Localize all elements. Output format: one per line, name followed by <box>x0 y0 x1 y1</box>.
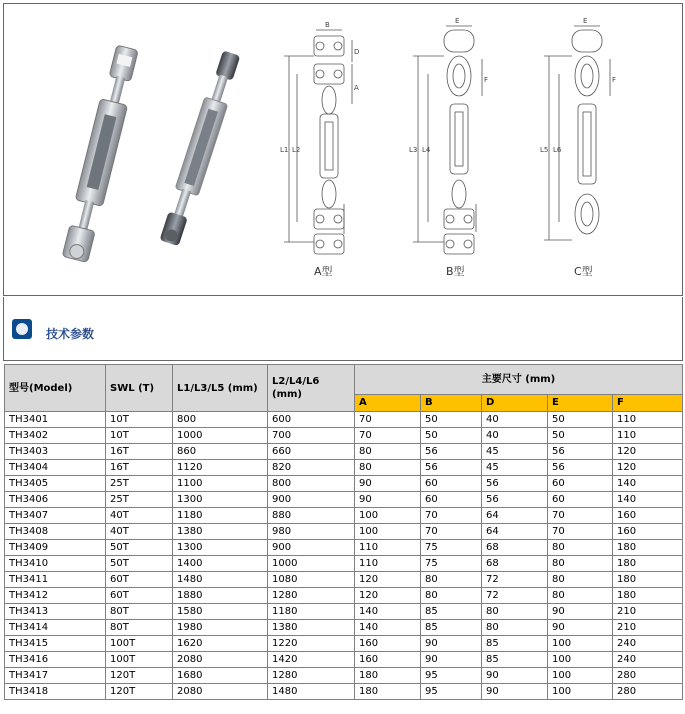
header-a: A <box>355 395 421 412</box>
cell-b: 70 <box>421 524 482 540</box>
dim-l2-label: L2 <box>292 146 301 154</box>
cell-b: 80 <box>421 588 482 604</box>
dim-l1-label: L1 <box>280 146 289 154</box>
product-illustrations <box>4 4 682 295</box>
cell-a: 140 <box>355 604 421 620</box>
cell-b: 56 <box>421 460 482 476</box>
cell-model: TH3416 <box>5 652 106 668</box>
table-row <box>5 460 683 476</box>
cell-f: 180 <box>613 588 683 604</box>
cell-a: 80 <box>355 460 421 476</box>
cell-e: 100 <box>548 668 613 684</box>
cell-e: 90 <box>548 604 613 620</box>
cell-swl: 120T <box>106 684 173 700</box>
cell-model: TH3417 <box>5 668 106 684</box>
cell-l2: 1220 <box>268 636 355 652</box>
table-row <box>5 604 683 620</box>
cell-b: 95 <box>421 684 482 700</box>
table-row <box>5 620 683 636</box>
cell-l1: 1380 <box>173 524 268 540</box>
cell-l2: 980 <box>268 524 355 540</box>
cell-model: TH3413 <box>5 604 106 620</box>
cell-swl: 100T <box>106 652 173 668</box>
cell-model: TH3418 <box>5 684 106 700</box>
dim-l5-label: L5 <box>540 146 549 154</box>
cell-l1: 1480 <box>173 572 268 588</box>
cell-l1: 1300 <box>173 540 268 556</box>
table-row <box>5 444 683 460</box>
cell-a: 70 <box>355 412 421 428</box>
dim-b-label: B <box>325 21 330 29</box>
cell-model: TH3408 <box>5 524 106 540</box>
dim-l6-label: L6 <box>553 146 562 154</box>
cell-swl: 40T <box>106 508 173 524</box>
turnbuckle-photo-1 <box>61 44 141 262</box>
header-l1: L1/L3/L5 (mm) <box>173 365 268 412</box>
cell-f: 180 <box>613 556 683 572</box>
cell-d: 68 <box>482 556 548 572</box>
cell-l2: 900 <box>268 540 355 556</box>
table-row <box>5 684 683 700</box>
table-row <box>5 540 683 556</box>
cell-d: 80 <box>482 620 548 636</box>
cell-model: TH3410 <box>5 556 106 572</box>
cell-e: 80 <box>548 572 613 588</box>
dim-f-label-c: F <box>612 76 617 84</box>
cell-l1: 1100 <box>173 476 268 492</box>
cell-l2: 1000 <box>268 556 355 572</box>
cell-model: TH3412 <box>5 588 106 604</box>
cell-b: 90 <box>421 636 482 652</box>
section-title: 技术参数 <box>46 327 95 341</box>
cell-l2: 800 <box>268 476 355 492</box>
cell-l2: 1420 <box>268 652 355 668</box>
cell-f: 140 <box>613 476 683 492</box>
cell-f: 280 <box>613 684 683 700</box>
cell-e: 70 <box>548 508 613 524</box>
type-c-label: C型 <box>574 265 593 278</box>
cell-swl: 40T <box>106 524 173 540</box>
cell-f: 140 <box>613 492 683 508</box>
cell-d: 72 <box>482 572 548 588</box>
cell-model: TH3415 <box>5 636 106 652</box>
cell-a: 160 <box>355 652 421 668</box>
cell-e: 56 <box>548 460 613 476</box>
cell-b: 85 <box>421 604 482 620</box>
cell-a: 70 <box>355 428 421 444</box>
cell-swl: 50T <box>106 556 173 572</box>
cell-b: 70 <box>421 508 482 524</box>
table-row <box>5 508 683 524</box>
cell-b: 80 <box>421 572 482 588</box>
cell-l1: 1120 <box>173 460 268 476</box>
cell-l1: 1580 <box>173 604 268 620</box>
cell-model: TH3409 <box>5 540 106 556</box>
dim-e-label-c: E <box>583 17 588 25</box>
cell-a: 120 <box>355 588 421 604</box>
cell-l2: 1480 <box>268 684 355 700</box>
product-image-panel <box>3 3 683 296</box>
cell-a: 100 <box>355 524 421 540</box>
cell-l2: 820 <box>268 460 355 476</box>
table-row <box>5 588 683 604</box>
header-swl: SWL (T) <box>106 365 173 412</box>
cell-swl: 50T <box>106 540 173 556</box>
cell-a: 180 <box>355 684 421 700</box>
cell-e: 60 <box>548 492 613 508</box>
cell-b: 60 <box>421 492 482 508</box>
header-model: 型号(Model) <box>5 365 106 412</box>
cell-e: 100 <box>548 652 613 668</box>
section-header <box>3 297 683 361</box>
cell-l1: 1000 <box>173 428 268 444</box>
header-d: D <box>482 395 548 412</box>
cell-l2: 700 <box>268 428 355 444</box>
cell-a: 180 <box>355 668 421 684</box>
table-row <box>5 476 683 492</box>
cell-d: 45 <box>482 460 548 476</box>
cell-d: 40 <box>482 412 548 428</box>
cell-model: TH3407 <box>5 508 106 524</box>
cell-f: 160 <box>613 524 683 540</box>
header-e: E <box>548 395 613 412</box>
diagram-type-a <box>284 30 352 254</box>
cell-e: 70 <box>548 524 613 540</box>
cell-l2: 1080 <box>268 572 355 588</box>
cell-e: 56 <box>548 444 613 460</box>
cell-swl: 100T <box>106 636 173 652</box>
table-row <box>5 572 683 588</box>
cell-d: 90 <box>482 668 548 684</box>
type-a-label: A型 <box>314 265 333 278</box>
cell-b: 90 <box>421 652 482 668</box>
cell-f: 180 <box>613 572 683 588</box>
cell-swl: 25T <box>106 492 173 508</box>
table-row <box>5 668 683 684</box>
cell-a: 90 <box>355 476 421 492</box>
cell-swl: 120T <box>106 668 173 684</box>
cell-l2: 1280 <box>268 588 355 604</box>
cell-l1: 2080 <box>173 652 268 668</box>
table-row <box>5 412 683 428</box>
dim-e-label-b: E <box>455 17 460 25</box>
cell-d: 90 <box>482 684 548 700</box>
diagram-type-c <box>544 26 610 240</box>
cell-a: 120 <box>355 572 421 588</box>
cell-swl: 60T <box>106 572 173 588</box>
cell-l1: 860 <box>173 444 268 460</box>
cell-d: 80 <box>482 604 548 620</box>
cell-f: 240 <box>613 652 683 668</box>
cell-model: TH3402 <box>5 428 106 444</box>
cell-f: 240 <box>613 636 683 652</box>
cell-e: 100 <box>548 684 613 700</box>
cell-swl: 10T <box>106 412 173 428</box>
cell-f: 210 <box>613 620 683 636</box>
cell-a: 110 <box>355 540 421 556</box>
cell-l1: 1180 <box>173 508 268 524</box>
cell-b: 60 <box>421 476 482 492</box>
cell-model: TH3405 <box>5 476 106 492</box>
cell-f: 280 <box>613 668 683 684</box>
cell-e: 90 <box>548 620 613 636</box>
cell-f: 120 <box>613 460 683 476</box>
cell-d: 56 <box>482 492 548 508</box>
cell-e: 80 <box>548 540 613 556</box>
header-b: B <box>421 395 482 412</box>
cell-a: 100 <box>355 508 421 524</box>
cell-l2: 880 <box>268 508 355 524</box>
dim-d-label: D <box>354 48 360 56</box>
cell-b: 85 <box>421 620 482 636</box>
header-l2: L2/L4/L6 (mm) <box>268 365 355 412</box>
cell-e: 80 <box>548 588 613 604</box>
header-f: F <box>613 395 683 412</box>
cell-a: 140 <box>355 620 421 636</box>
cell-d: 64 <box>482 508 548 524</box>
cell-b: 95 <box>421 668 482 684</box>
cell-l1: 800 <box>173 412 268 428</box>
cell-e: 80 <box>548 556 613 572</box>
cell-l1: 1300 <box>173 492 268 508</box>
cell-model: TH3404 <box>5 460 106 476</box>
spec-table-body <box>5 412 683 700</box>
dim-f-label-b: F <box>484 76 489 84</box>
cell-e: 100 <box>548 636 613 652</box>
cell-l2: 1380 <box>268 620 355 636</box>
dim-a-label: A <box>354 84 359 92</box>
cell-model: TH3401 <box>5 412 106 428</box>
cell-d: 85 <box>482 652 548 668</box>
cell-l1: 1620 <box>173 636 268 652</box>
cell-f: 110 <box>613 412 683 428</box>
cell-swl: 80T <box>106 604 173 620</box>
cell-d: 40 <box>482 428 548 444</box>
cell-swl: 16T <box>106 444 173 460</box>
cell-swl: 25T <box>106 476 173 492</box>
cell-l1: 1880 <box>173 588 268 604</box>
cell-l2: 900 <box>268 492 355 508</box>
cell-f: 160 <box>613 508 683 524</box>
header-main-dims: 主要尺寸 (mm) <box>355 365 683 395</box>
cell-d: 72 <box>482 588 548 604</box>
cell-b: 50 <box>421 428 482 444</box>
cell-l1: 2080 <box>173 684 268 700</box>
table-row <box>5 428 683 444</box>
cell-model: TH3403 <box>5 444 106 460</box>
table-row <box>5 556 683 572</box>
cell-b: 75 <box>421 540 482 556</box>
dim-l4-label: L4 <box>422 146 431 154</box>
cell-a: 160 <box>355 636 421 652</box>
turnbuckle-photo-2 <box>159 49 244 247</box>
cell-a: 110 <box>355 556 421 572</box>
cell-b: 50 <box>421 412 482 428</box>
cell-l2: 1180 <box>268 604 355 620</box>
cell-l1: 1980 <box>173 620 268 636</box>
cell-l2: 660 <box>268 444 355 460</box>
table-row <box>5 492 683 508</box>
cell-d: 56 <box>482 476 548 492</box>
cell-e: 50 <box>548 428 613 444</box>
cell-l2: 1280 <box>268 668 355 684</box>
company-logo-icon <box>12 319 32 339</box>
cell-b: 56 <box>421 444 482 460</box>
table-row <box>5 636 683 652</box>
cell-b: 75 <box>421 556 482 572</box>
cell-e: 60 <box>548 476 613 492</box>
cell-swl: 10T <box>106 428 173 444</box>
type-b-label: B型 <box>446 265 465 278</box>
table-row <box>5 524 683 540</box>
cell-d: 45 <box>482 444 548 460</box>
cell-f: 120 <box>613 444 683 460</box>
cell-model: TH3411 <box>5 572 106 588</box>
cell-a: 90 <box>355 492 421 508</box>
cell-l1: 1680 <box>173 668 268 684</box>
cell-f: 210 <box>613 604 683 620</box>
cell-a: 80 <box>355 444 421 460</box>
cell-e: 50 <box>548 412 613 428</box>
diagram-type-b <box>413 26 482 254</box>
cell-f: 180 <box>613 540 683 556</box>
dim-l3-label: L3 <box>409 146 418 154</box>
cell-d: 68 <box>482 540 548 556</box>
cell-swl: 16T <box>106 460 173 476</box>
cell-swl: 80T <box>106 620 173 636</box>
cell-l2: 600 <box>268 412 355 428</box>
cell-model: TH3406 <box>5 492 106 508</box>
cell-f: 110 <box>613 428 683 444</box>
spec-table <box>4 364 683 700</box>
cell-swl: 60T <box>106 588 173 604</box>
cell-d: 85 <box>482 636 548 652</box>
cell-l1: 1400 <box>173 556 268 572</box>
cell-d: 64 <box>482 524 548 540</box>
table-row <box>5 652 683 668</box>
cell-model: TH3414 <box>5 620 106 636</box>
